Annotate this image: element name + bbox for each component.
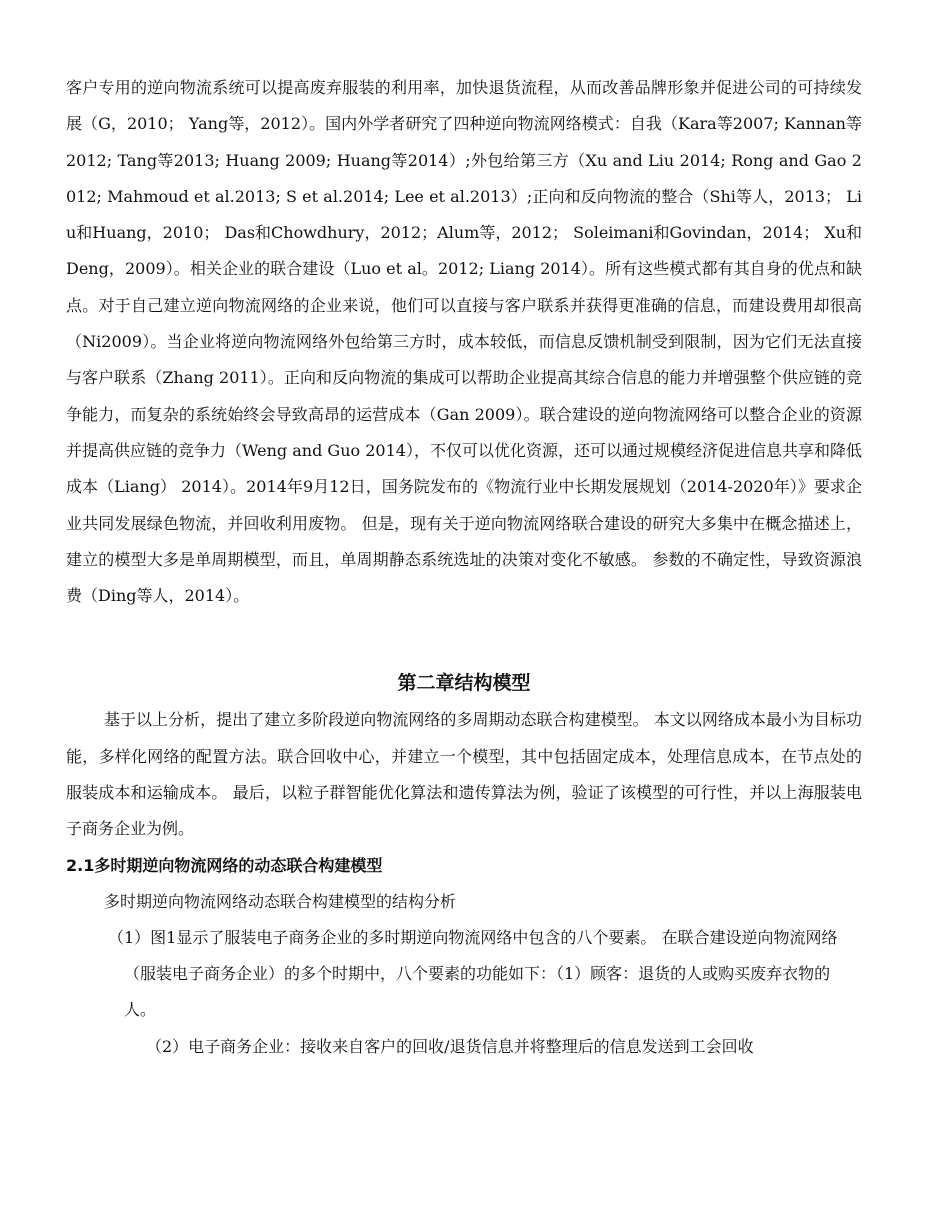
chapter-title: 第二章结构模型 bbox=[397, 672, 531, 695]
document-page bbox=[66, 70, 862, 1065]
chapter-paragraph: 基于以上分析，提出了建立多阶段逆向物流网络的多周期动态联合构建模型。 本文以网络成本最小为目标功能，多样化网络的配置方法。联合回收中心，并建立一个模型，其中包括固定成本，处理信息成本，在节点处的服装成本和运输成本。 最后，以粒子群智能优化算法和遗传算法为例，验证了该模型的可行性，并以上海服装电子商务企业为例。 bbox=[66, 710, 862, 839]
list-item-1: （1）图1显示了服装电子商务企业的多时期逆向物流网络中包含的八个要素。 在联合建设逆向物流网络（服装电子商务企业）的多个时期中，八个要素的功能如下：（1）顾客：退货的人或购买废弃衣物的人。 bbox=[108, 927, 838, 1020]
section-title: 2.1多时期逆向物流网络的动态联合构建模型 bbox=[66, 855, 383, 875]
section-subtitle: 多时期逆向物流网络动态联合构建模型的结构分析 bbox=[104, 891, 457, 911]
intro-paragraph: 客户专用的逆向物流系统可以提高废弃服装的利用率，加快退货流程，从而改善品牌形象并促进公司的可持续发展（G，2010； Yang等，2012）。国内外学者研究了四种逆向物流网络模式：自我（Kara等2007; Kannan等2012; Tang等2013; Huang 2009; Huang等2014）;外包给第三方（Xu and Liu 2014; Rong and Gao 2012; Mahmoud et al.2013; S et al.2014; Lee et al.2013）;正向和反向物流的整合（Shi等人，2013； Liu和Huang，2010； Das和Chowdhury，2012；Alum等，2012； Soleimani和Govindan，2014； Xu和Deng，2009）。相关企业的联合建设（Luo et al。2012; Liang 2014）。所有这些模式都有其自身的优点和缺点。对于自己建立逆向物流网络的企业来说，他们可以直接与客户联系并获得更准确的信息，而建设费用却很高（Ni2009）。当企业将逆向物流网络外包给第三方时，成本较低，而信息反馈机制受到限制，因为它们无法直接与客户联系（Zhang 2011）。正向和反向物流的集成可以帮助企业提高其综合信息的能力并增强整个供应链的竞争能力，而复杂的系统始终会导致高昂的运营成本（Gan 2009）。联合建设的逆向物流网络可以整合企业的资源并提高供应链的竞争力（Weng and Guo 2014），不仅可以优化资源，还可以通过规模经济促进信息共享和降低成本（Liang） 2014）。2014年9月12日，国务院发布的《物流行业中长期发展规划（2014-2020年）》要求企业共同发展绿色物流，并回收利用废物。 但是，现有关于逆向物流网络联合建设的研究大多集中在概念描述上，建立的模型大多是单周期模型，而且，单周期静态系统选址的决策对变化不敏感。 参数的不确定性，导致资源浪费（Ding等人，2014）。 bbox=[66, 78, 863, 606]
list-item-2: （2）电子商务企业：接收来自客户的回收/退货信息并将整理后的信息发送到工会回收 bbox=[146, 1036, 754, 1056]
